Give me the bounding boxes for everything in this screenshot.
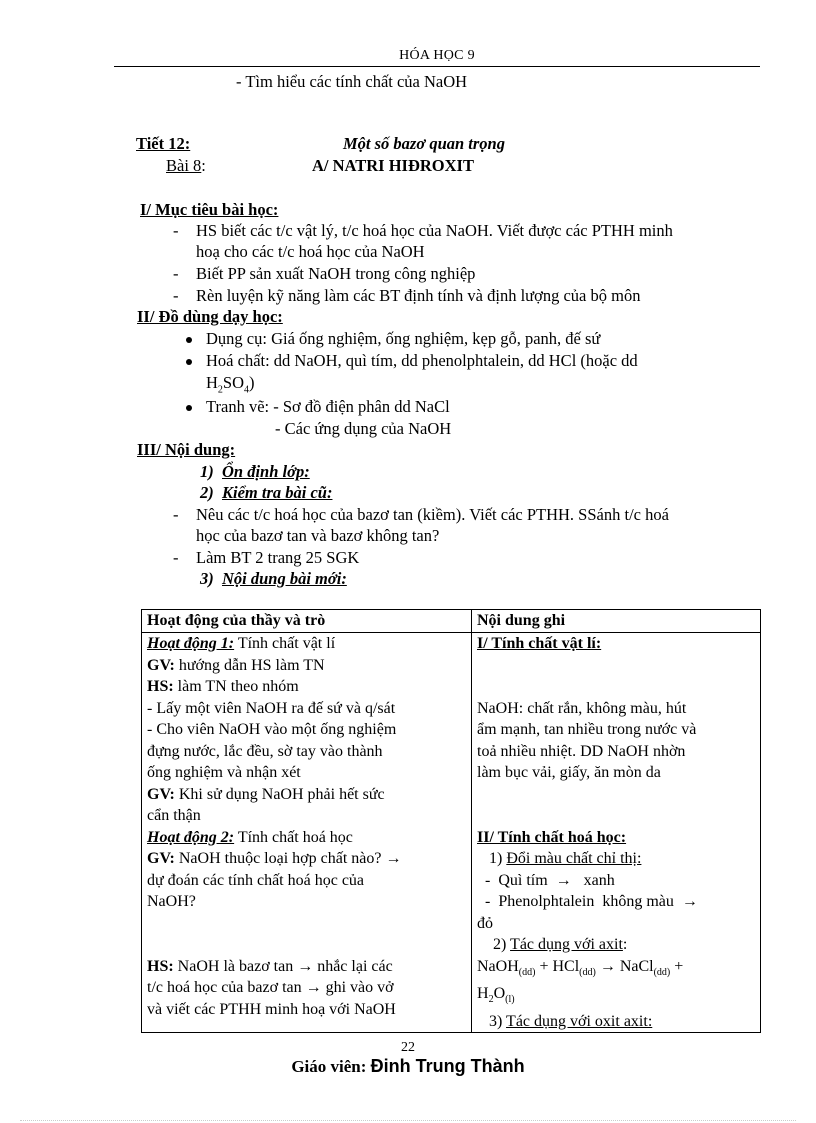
section2-heading: II/ Đồ dùng dạy học: — [137, 307, 283, 326]
check-item-1: Nêu các t/c hoá học của bazơ tan (kiềm). Viết các PTHH. SSánh t/c hoá — [196, 505, 669, 524]
section2-item-3: Tranh vẽ: - Sơ đồ điện phân dd NaCl — [206, 397, 450, 416]
page-header — [114, 48, 760, 67]
teacher-label: Giáo viên: — [291, 1057, 371, 1076]
page-bottom-divider — [20, 1120, 796, 1121]
section1-item-1: HS biết các t/c vật lý, t/c hoá học của NaOH. Viết được các PTHH minh — [196, 221, 673, 240]
table-header-activity: Hoạt động của thầy và trò — [142, 610, 472, 633]
table-row — [142, 633, 761, 1033]
lesson-bai — [166, 156, 206, 176]
page-number: 22 — [401, 1040, 415, 1055]
dash-bullet: - — [173, 286, 179, 305]
teacher-name: Đinh Trung Thành — [370, 1056, 525, 1076]
lesson-subtitle: A/ NATRI HIĐROXIT — [312, 156, 474, 175]
dot-bullet-icon — [186, 405, 192, 411]
lesson-table — [141, 609, 761, 1033]
dash-bullet: - — [173, 264, 179, 283]
table-header-content: Nội dung ghi — [472, 610, 761, 633]
dot-bullet-icon — [186, 359, 192, 365]
dash-bullet: - — [173, 221, 179, 240]
intro-line: - Tìm hiểu các tính chất của NaOH — [236, 72, 468, 91]
lesson-bai-colon: : — [201, 156, 206, 175]
check-item-1-cont: học của bazơ tan và bazơ không tan? — [196, 526, 440, 545]
section3-heading: III/ Nội dung: — [137, 440, 236, 459]
dot-bullet-icon — [186, 337, 192, 343]
activity-cell: Hoạt động 1: Tính chất vật lí GV: hướng dẫn HS làm TN HS: làm TN theo nhóm - Lấy một viên NaOH ra đế sứ và q/sát - Cho viên NaOH vào một ống nghiệm đựng nước, lắc đều, sờ tay vào thành ống nghiệm và nhận xét GV: Khi sử dụng NaOH phải hết sức cẩn thận Hoạt động 2: Tính chất hoá học GV: NaOH thuộc loại hợp chất nào? → dự đoán các tính chất hoá học của NaOH? HS: NaOH là bazơ tan → nhắc lại các t/c hoá học của bazơ tan → ghi vào vở và viết các PTHH minh hoạ với NaOH — [142, 633, 472, 1033]
section2-item-2-formula: $H_2SO_4$) — [206, 373, 255, 396]
section1-item-2: Biết PP sản xuất NaOH trong công nghiệp — [196, 264, 476, 283]
section1-item-3: Rèn luyện kỹ năng làm các BT định tính và định lượng của bộ môn — [196, 286, 641, 305]
header-title: HÓA HỌC 9 — [399, 48, 475, 63]
content-cell: I/ Tính chất vật lí: NaOH: chất rắn, không màu, hút ẩm mạnh, tan nhiều trong nước và toả nhiều nhiệt. DD NaOH nhờn làm bục vải, giấy, ăn mòn da II/ Tính chất hoá học: 1) Đổi màu chất chỉ thị: - Quì tím → xanh - Phenolphtalein không màu → đỏ 2) Tác dụng với axit: NaOH$_{(dd)}$ + HCl$_{(dd)}$ → NaCl$_{(dd)}$ + $H_2O_{(l)}$ 3) Tác dụng với oxit axit: — [472, 633, 761, 1033]
lesson-topic: Một số bazơ quan trọng — [343, 134, 505, 153]
lesson-bai-label: Bài 8 — [166, 156, 202, 175]
dash-bullet: - — [173, 505, 179, 524]
section1-heading: I/ Mục tiêu bài học: — [140, 200, 279, 219]
section1-item-1-cont: hoạ cho các t/c hoá học của NaOH — [196, 242, 425, 261]
section3-step-3: 3) Nội dung bài mới: — [200, 569, 347, 588]
check-item-2: Làm BT 2 trang 25 SGK — [196, 548, 360, 567]
section2-item-2: Hoá chất: dd NaOH, quì tím, dd phenolphtalein, dd HCl (hoặc dd — [206, 351, 638, 370]
teacher-credit — [0, 1056, 816, 1077]
dash-bullet: - — [173, 548, 179, 567]
section2-item-3-b: - Các ứng dụng của NaOH — [275, 419, 452, 438]
section2-item-1: Dụng cụ: Giá ống nghiệm, ống nghiệm, kẹp gỗ, panh, đế sứ — [206, 329, 601, 348]
section3-step-2: 2) Kiểm tra bài cũ: — [200, 483, 333, 502]
lesson-tiet: Tiết 12: — [136, 134, 191, 153]
section3-step-1: 1) Ổn định lớp: — [200, 462, 310, 481]
table-header-row — [142, 610, 761, 633]
